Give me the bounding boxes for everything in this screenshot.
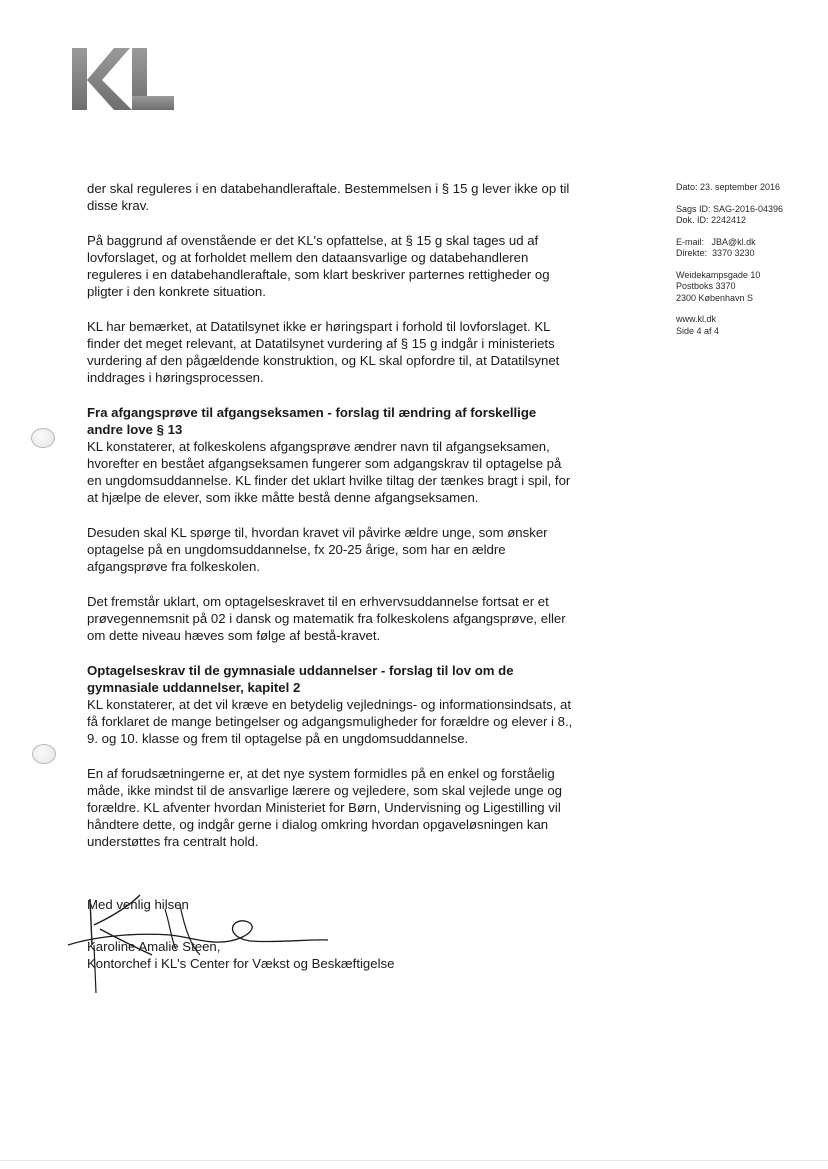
section-heading-1: Fra afgangsprøve til afgangseksamen - forslag til ændring af forskellige andre love § 13 xyxy=(87,405,537,437)
email-line: E-mail: JBA@kl.dk xyxy=(676,236,756,247)
address-line-3: 2300 København S xyxy=(676,292,754,303)
paragraph-2: På baggrund af ovenstående er det KL's opfattelse, at § 15 g skal tages ud af lovforslaget, og at forholdet mellem den dataansvarlige og databehandleren reguleres i en databehandleraftale, som klart beskriver parternes rettigheder og pligter i den konkrete situation. xyxy=(87,233,550,299)
signer-name: Karoline Amalie Steen, xyxy=(87,939,221,954)
address-line-1: Weidekampsgade 10 xyxy=(676,269,761,280)
dok-id-line: Dok. ID: 2242412 xyxy=(676,215,747,225)
kl-logo-mark xyxy=(68,46,178,112)
paragraph-1: der skal reguleres i en databehandleraftale. Bestemmelsen i § 15 g lever ikke op til disse krav. xyxy=(87,181,570,213)
website-line: www.kl.dk xyxy=(676,314,717,324)
direkte-line: Direkte: 3370 3230 xyxy=(676,248,755,258)
sidebar-meta xyxy=(676,182,826,347)
kl-logo xyxy=(68,46,178,112)
letter-body xyxy=(87,180,573,868)
address-line-2: Postboks 3370 xyxy=(676,281,736,291)
paragraph-7: KL konstaterer, at det vil kræve en betydelig vejlednings- og informationsindsats, at få forklaret de mange betingelser og adgangsmuligheder for forældre og elever i 8., 9. og 10. klasse og frem til optagelse på en ungdomsuddannelse. xyxy=(87,697,573,746)
closing-block xyxy=(87,896,507,972)
signer-title: Kontorchef i KL's Center for Vækst og Beskæftigelse xyxy=(87,956,395,971)
date-line: Dato: 23. september 2016 xyxy=(676,182,781,192)
closing-greeting: Med venlig hilsen xyxy=(87,897,189,912)
paragraph-8: En af forudsætningerne er, at det nye system formidles på en enkel og forståelig måde, ikke mindst til de ansvarlige lærere og vejledere, som skal vejlede unge og forældre. KL afventer hvordan Ministeriet for Børn, Undervisning og Ligestilling vil håndtere dette, og indgår gerne i dialog omkring hvordan opgaveløsningen kan understøttes fra centralt hold. xyxy=(87,766,562,849)
section-heading-2: Optagelseskrav til de gymnasiale uddannelser - forslag til lov om de gymnasiale uddannelser, kapitel 2 xyxy=(87,663,514,695)
paragraph-5: Desuden skal KL spørge til, hvordan kravet vil påvirke ældre unge, som ønsker optagelse på en ungdomsuddannelse, fx 20-25 årige, som har en ældre afgangsprøve fra folkeskolen. xyxy=(87,525,548,574)
sags-id-line: Sags ID: SAG-2016-04396 xyxy=(676,203,784,214)
paragraph-3: KL har bemærket, at Datatilsynet ikke er høringspart i forhold til lovforslaget. KL finder det meget relevant, at Datatilsynet vurdering af § 15 g indgår i ministeriets vurdering af den pågældende konstruktion, og KL skal opfordre til, at Datatilsynet inddrages i høringsprocessen. xyxy=(87,319,560,385)
punch-hole-top xyxy=(31,428,55,448)
paragraph-6: Det fremstår uklart, om optagelseskravet til en erhvervsuddannelse fortsat er et prøvegennemsnit på 02 i dansk og matematik fra folkeskolens afgangsprøve, eller om dette niveau hæves som følge af bestå-kravet. xyxy=(87,594,566,643)
punch-hole-bottom xyxy=(32,744,56,764)
paragraph-4: KL konstaterer, at folkeskolens afgangsprøve ændrer navn til afgangseksamen, hvorefter en bestået afgangseksamen fungerer som adgangskrav til optagelse på en ungdomsuddannelse. KL finder det uklart hvilke tiltag der tænkes bragt i spil, for at hjælpe de elever, som ikke måtte bestå denne afgangseksamen. xyxy=(87,439,571,505)
page-bottom-edge xyxy=(0,1160,828,1161)
page-number: Side 4 af 4 xyxy=(676,325,720,336)
